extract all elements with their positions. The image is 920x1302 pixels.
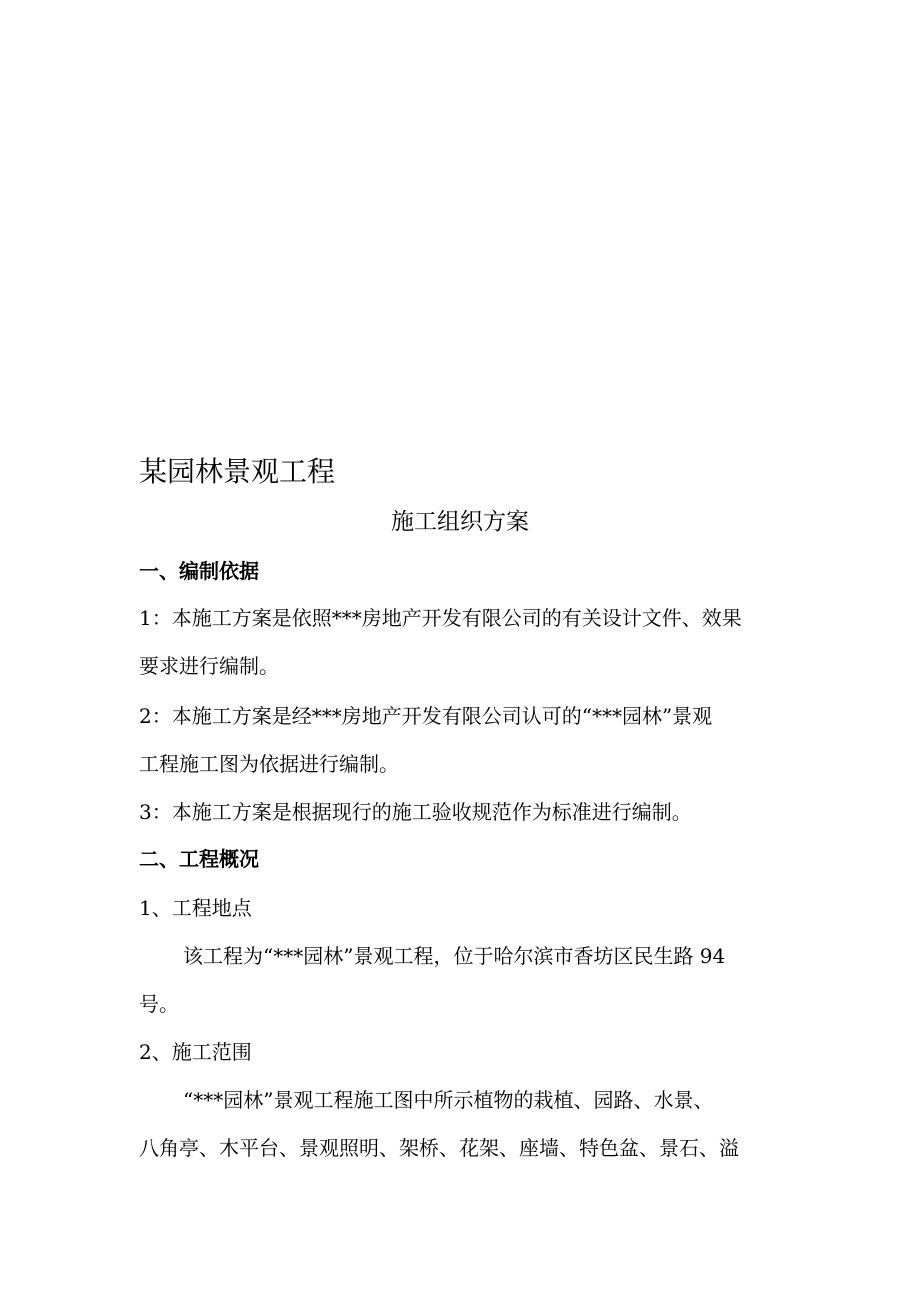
- section-heading-overview: 二、工程概况: [139, 847, 259, 871]
- basis-item-1-line-1: 1：本施工方案是依照***房地产开发有限公司的有关设计文件、效果: [139, 606, 742, 630]
- location-paragraph-line-1: 该工程为“***园林”景观工程，位于哈尔滨市香坊区民生路 94: [183, 944, 726, 968]
- document-subtitle: 施工组织方案: [391, 509, 529, 535]
- basis-item-3-line-1: 3：本施工方案是根据现行的施工验收规范作为标准进行编制。: [139, 800, 692, 824]
- subheading-scope: 2、施工范围: [139, 1040, 252, 1064]
- basis-item-1-line-2: 要求进行编制。: [139, 654, 279, 678]
- scope-paragraph-line-2: 八角亭、木平台、景观照明、架桥、花架、座墙、特色盆、景石、溢: [139, 1136, 739, 1160]
- basis-item-2-line-1: 2：本施工方案是经***房地产开发有限公司认可的“***园林”景观: [139, 704, 713, 728]
- scope-paragraph-line-1: “***园林”景观工程施工图中所示植物的栽植、园路、水景、: [183, 1088, 714, 1112]
- basis-item-2-line-2: 工程施工图为依据进行编制。: [139, 752, 399, 776]
- subheading-location: 1、工程地点: [139, 896, 252, 920]
- location-paragraph-line-2: 号。: [139, 992, 179, 1016]
- section-heading-basis: 一、编制依据: [139, 559, 259, 583]
- document-title: 某园林景观工程: [139, 455, 336, 488]
